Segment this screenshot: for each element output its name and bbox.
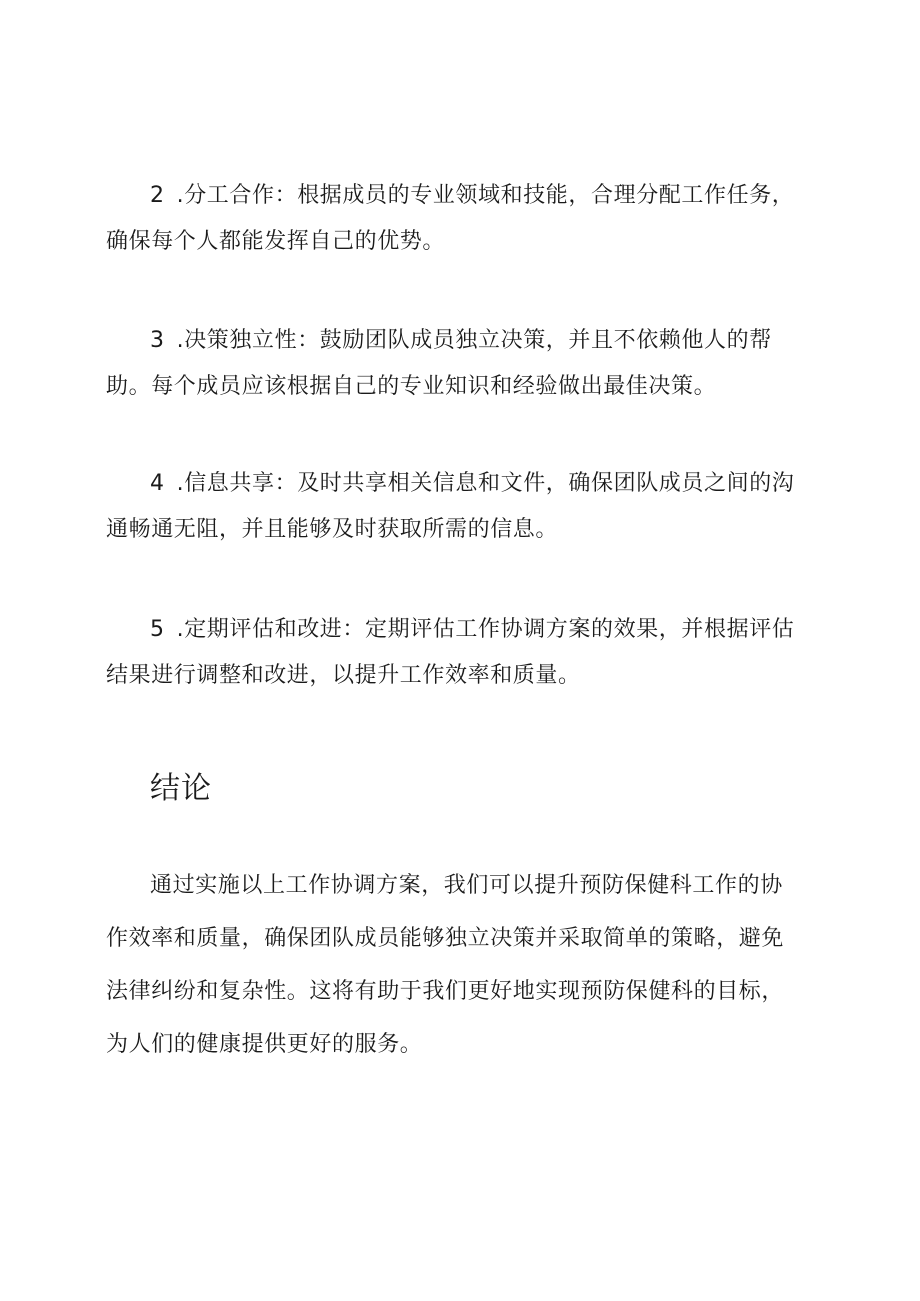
conclusion-paragraph: [106, 859, 818, 1071]
list-item-number: 4: [150, 471, 165, 496]
list-item-line-1: [106, 318, 818, 364]
list-item-line-2: 确保每个人都能发挥自己的优势。: [106, 229, 446, 254]
list-item-line-2: 助。每个成员应该根据自己的专业知识和经验做出最佳决策。: [106, 374, 717, 399]
paragraph-line: 为人们的健康提供更好的服务。: [106, 1032, 423, 1057]
list-item-number: 2: [150, 183, 165, 208]
list-item-number: 5: [150, 617, 165, 642]
paragraph-line: 法律纠纷和复杂性。这将有助于我们更好地实现预防保健科的目标，: [106, 979, 785, 1004]
list-item-text: .分工合作：根据成员的专业领域和技能，合理分配工作任务，: [176, 183, 795, 208]
list-item-text: .定期评估和改进：定期评估工作协调方案的效果，并根据评估: [176, 617, 795, 642]
list-item-2: [106, 173, 818, 265]
list-item-line-1: [106, 173, 818, 219]
list-item-line-2: 通畅通无阻，并且能够及时获取所需的信息。: [106, 517, 559, 542]
list-item-line-1: [106, 607, 818, 653]
list-item-text: .决策独立性：鼓励团队成员独立决策，并且不依赖他人的帮: [176, 328, 772, 353]
list-item-text: .信息共享：及时共享相关信息和文件，确保团队成员之间的沟: [176, 471, 795, 496]
list-item-line-2: 结果进行调整和改进，以提升工作效率和质量。: [106, 663, 581, 688]
list-item-line-1: [106, 461, 818, 507]
paragraph-line: 作效率和质量，确保团队成员能够独立决策并采取简单的策略，避免: [106, 926, 785, 951]
list-item-number: 3: [150, 328, 165, 353]
section-heading: 结论: [150, 771, 212, 806]
list-item-5: [106, 607, 818, 699]
list-item-4: [106, 461, 818, 553]
paragraph-line: 通过实施以上工作协调方案，我们可以提升预防保健科工作的协: [150, 873, 783, 898]
list-item-3: [106, 318, 818, 410]
